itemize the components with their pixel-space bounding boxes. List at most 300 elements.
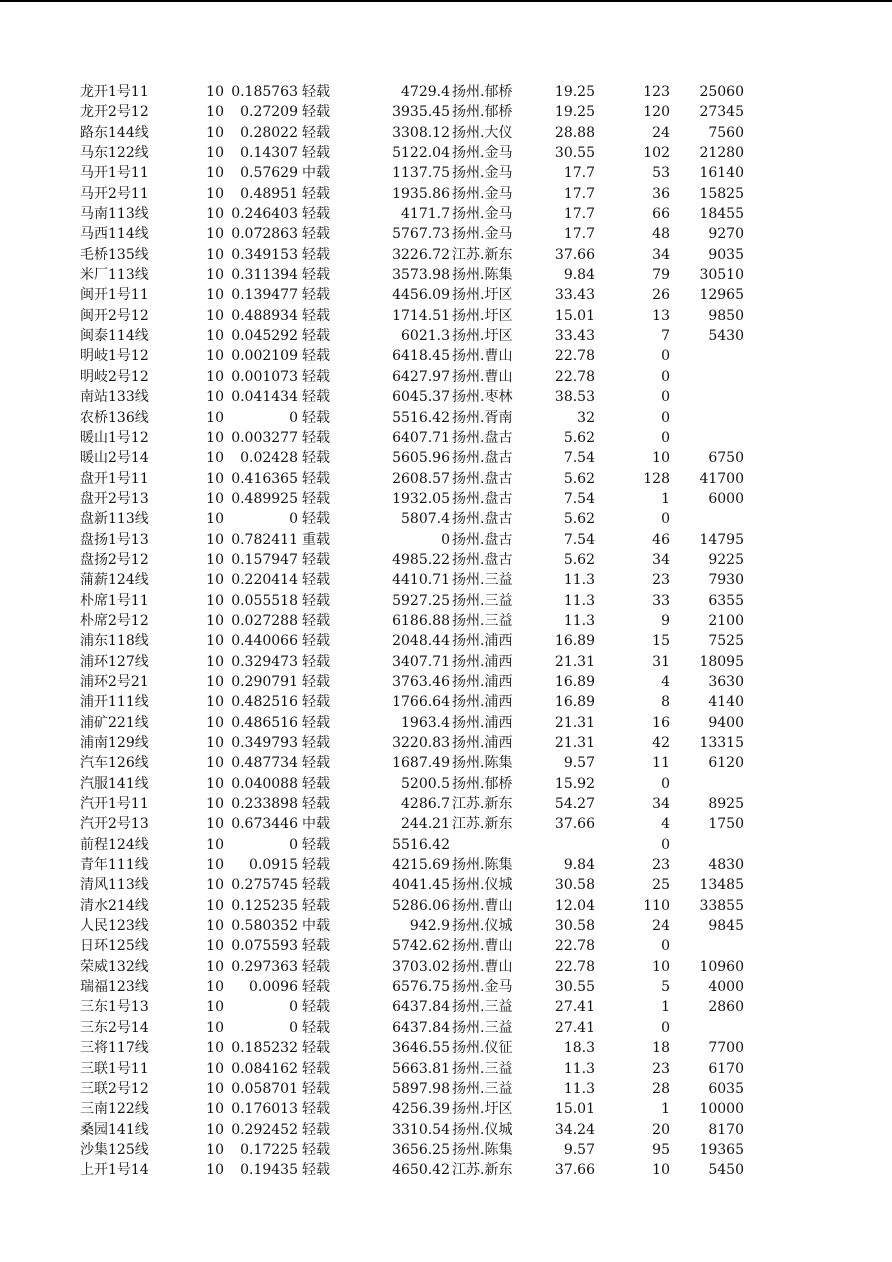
- voltage-cell: 10: [206, 1019, 224, 1036]
- capacity-kva-cell: 5430: [708, 328, 744, 345]
- length-cell: 17.7: [563, 226, 595, 243]
- remaining-capacity-cell: 5200.5: [401, 775, 450, 792]
- line-name-cell: 三将117线: [80, 1040, 149, 1057]
- line-name-cell: 马西114线: [80, 226, 149, 243]
- table-row: [0, 204, 892, 224]
- line-name-cell: 农桥136线: [80, 409, 149, 426]
- line-name-cell: 三东2号14: [80, 1019, 149, 1036]
- capacity-kva-cell: 15825: [699, 185, 744, 202]
- voltage-cell: 10: [206, 124, 224, 141]
- length-cell: 7.54: [563, 450, 595, 467]
- load-status-cell: 重载: [302, 531, 330, 548]
- voltage-cell: 10: [206, 551, 224, 568]
- load-status-cell: 轻载: [302, 1060, 330, 1077]
- capacity-kva-cell: 33855: [699, 897, 744, 914]
- area-cell: 扬州.胥南: [452, 409, 513, 426]
- transformer-count-cell: 0: [661, 368, 670, 385]
- table-row: [0, 1120, 892, 1140]
- area-cell: 扬州.盘古: [452, 531, 513, 548]
- length-cell: 9.84: [563, 267, 595, 284]
- load-status-cell: 轻载: [302, 938, 330, 955]
- line-name-cell: 人民123线: [80, 918, 149, 935]
- length-cell: 37.66: [554, 816, 595, 833]
- transformer-count-cell: 34: [652, 796, 670, 813]
- table-row: [0, 855, 892, 875]
- area-cell: 扬州.曹山: [452, 368, 513, 385]
- length-cell: 17.7: [563, 165, 595, 182]
- load-rate-cell: 0.28022: [240, 124, 298, 141]
- line-name-cell: 龙开2号12: [80, 104, 149, 121]
- line-name-cell: 朴席2号12: [80, 612, 149, 629]
- load-status-cell: 轻载: [302, 226, 330, 243]
- length-cell: 33.43: [554, 287, 595, 304]
- load-rate-cell: 0: [289, 1019, 298, 1036]
- length-cell: 11.3: [563, 1080, 595, 1097]
- table-row: [0, 245, 892, 265]
- load-status-cell: 轻载: [302, 958, 330, 975]
- remaining-capacity-cell: 3646.55: [392, 1040, 450, 1057]
- line-name-cell: 马开1号11: [80, 165, 149, 182]
- remaining-capacity-cell: 3703.02: [392, 958, 450, 975]
- line-name-cell: 浦环2号21: [80, 673, 149, 690]
- load-rate-cell: 0.292452: [231, 1121, 298, 1138]
- remaining-capacity-cell: 4729.4: [401, 84, 450, 100]
- remaining-capacity-cell: 4041.45: [392, 877, 450, 894]
- transformer-count-cell: 79: [652, 267, 670, 284]
- remaining-capacity-cell: 6045.37: [392, 389, 450, 406]
- area-cell: 扬州.盘古: [452, 551, 513, 568]
- length-cell: 5.62: [563, 551, 595, 568]
- voltage-cell: 10: [206, 592, 224, 609]
- capacity-kva-cell: 7930: [708, 572, 744, 589]
- transformer-count-cell: 66: [652, 206, 670, 223]
- voltage-cell: 10: [206, 328, 224, 345]
- voltage-cell: 10: [206, 389, 224, 406]
- load-rate-cell: 0.48951: [240, 185, 298, 202]
- transformer-count-cell: 15: [652, 633, 670, 650]
- voltage-cell: 10: [206, 958, 224, 975]
- area-cell: 扬州.郁桥: [452, 84, 513, 100]
- voltage-cell: 10: [206, 897, 224, 914]
- capacity-kva-cell: 9035: [708, 246, 744, 263]
- area-cell: 扬州.曹山: [452, 897, 513, 914]
- load-rate-cell: 0: [289, 999, 298, 1016]
- transformer-count-cell: 0: [661, 511, 670, 528]
- capacity-kva-cell: 4830: [708, 857, 744, 874]
- capacity-kva-cell: 8170: [708, 1121, 744, 1138]
- area-cell: 扬州.浦西: [452, 694, 513, 711]
- load-rate-cell: 0.349793: [231, 735, 298, 751]
- capacity-kva-cell: 7525: [708, 633, 744, 650]
- capacity-kva-cell: 19365: [699, 1141, 744, 1158]
- transformer-count-cell: 10: [652, 958, 670, 975]
- voltage-cell: 10: [206, 816, 224, 833]
- load-rate-cell: 0.17225: [240, 1141, 298, 1158]
- table-row: [0, 1079, 892, 1099]
- table-row: [0, 713, 892, 733]
- area-cell: 扬州.三益: [452, 612, 513, 629]
- load-rate-cell: 0.055518: [231, 592, 298, 609]
- line-name-cell: 龙开1号11: [80, 84, 149, 100]
- voltage-cell: 10: [206, 775, 224, 792]
- transformer-count-cell: 31: [652, 653, 670, 670]
- load-status-cell: 轻载: [302, 714, 330, 731]
- capacity-kva-cell: 21280: [699, 145, 744, 162]
- transformer-count-cell: 33: [652, 592, 670, 609]
- voltage-cell: 10: [206, 796, 224, 813]
- load-status-cell: 轻载: [302, 307, 330, 324]
- length-cell: 22.78: [554, 368, 595, 385]
- load-status-cell: 轻载: [302, 409, 330, 426]
- transformer-count-cell: 110: [643, 897, 670, 914]
- load-status-cell: 轻载: [302, 1141, 330, 1158]
- load-rate-cell: 0.220414: [231, 572, 298, 589]
- load-status-cell: 轻载: [302, 185, 330, 202]
- length-cell: 9.57: [563, 755, 595, 772]
- line-name-cell: 毛桥135线: [80, 246, 149, 263]
- load-status-cell: 轻载: [302, 490, 330, 507]
- voltage-cell: 10: [206, 104, 224, 121]
- load-status-cell: 轻载: [302, 389, 330, 406]
- load-status-cell: 轻载: [302, 836, 330, 853]
- table-row: [0, 652, 892, 672]
- transformer-count-cell: 7: [661, 328, 670, 345]
- capacity-kva-cell: 10000: [699, 1101, 744, 1118]
- area-cell: 扬州.陈集: [452, 1141, 513, 1158]
- capacity-kva-cell: 13485: [699, 877, 744, 894]
- transformer-count-cell: 20: [652, 1121, 670, 1138]
- load-rate-cell: 0.329473: [231, 653, 298, 670]
- area-cell: 扬州.浦西: [452, 673, 513, 690]
- remaining-capacity-cell: 2608.57: [392, 470, 450, 487]
- load-status-cell: 轻载: [302, 979, 330, 996]
- transformer-count-cell: 36: [652, 185, 670, 202]
- capacity-kva-cell: 7560: [708, 124, 744, 141]
- capacity-kva-cell: 9850: [708, 307, 744, 324]
- table-row: [0, 550, 892, 570]
- table-row: [0, 306, 892, 326]
- load-status-cell: 轻载: [302, 84, 330, 100]
- line-name-cell: 汽开1号11: [80, 796, 149, 813]
- transformer-count-cell: 1: [661, 1101, 670, 1118]
- remaining-capacity-cell: 1714.51: [392, 307, 450, 324]
- load-rate-cell: 0.02428: [240, 450, 298, 467]
- transformer-count-cell: 16: [652, 714, 670, 731]
- line-name-cell: 盘扬1号13: [80, 531, 149, 548]
- transformer-count-cell: 0: [661, 775, 670, 792]
- length-cell: 22.78: [554, 958, 595, 975]
- transformer-count-cell: 0: [661, 389, 670, 406]
- area-cell: 扬州.浦西: [452, 735, 513, 751]
- remaining-capacity-cell: 6427.97: [392, 368, 450, 385]
- voltage-cell: 10: [206, 226, 224, 243]
- voltage-cell: 10: [206, 694, 224, 711]
- table-row: [0, 408, 892, 428]
- transformer-count-cell: 28: [652, 1080, 670, 1097]
- capacity-kva-cell: 6355: [708, 592, 744, 609]
- length-cell: 18.3: [563, 1040, 595, 1057]
- line-name-cell: 沙集125线: [80, 1141, 149, 1158]
- area-cell: 扬州.陈集: [452, 857, 513, 874]
- capacity-kva-cell: 14795: [699, 531, 744, 548]
- table-row: [0, 163, 892, 183]
- capacity-kva-cell: 7700: [708, 1040, 744, 1057]
- load-status-cell: 轻载: [302, 999, 330, 1016]
- load-rate-cell: 0.045292: [231, 328, 298, 345]
- transformer-count-cell: 53: [652, 165, 670, 182]
- length-cell: 19.25: [554, 104, 595, 121]
- area-cell: 江苏.新东: [452, 796, 513, 813]
- transformer-count-cell: 0: [661, 836, 670, 853]
- area-cell: 扬州.大仪: [452, 124, 513, 141]
- transformer-count-cell: 0: [661, 1019, 670, 1036]
- table-row: [0, 570, 892, 590]
- length-cell: 30.58: [554, 877, 595, 894]
- load-status-cell: 轻载: [302, 633, 330, 650]
- load-rate-cell: 0.57629: [240, 165, 298, 182]
- length-cell: 37.66: [554, 246, 595, 263]
- table-row: [0, 631, 892, 651]
- voltage-cell: 10: [206, 999, 224, 1016]
- area-cell: 扬州.三益: [452, 1080, 513, 1097]
- voltage-cell: 10: [206, 1060, 224, 1077]
- area-cell: 扬州.枣林: [452, 389, 513, 406]
- load-status-cell: 轻载: [302, 429, 330, 446]
- line-name-cell: 明岐1号12: [80, 348, 149, 365]
- remaining-capacity-cell: 4410.71: [392, 572, 450, 589]
- load-rate-cell: 0.0915: [249, 857, 298, 874]
- table-row: [0, 733, 892, 753]
- line-name-cell: 南站133线: [80, 389, 149, 406]
- area-cell: 扬州.金马: [452, 226, 513, 243]
- load-rate-cell: 0.275745: [231, 877, 298, 894]
- capacity-kva-cell: 18455: [699, 206, 744, 223]
- length-cell: 9.84: [563, 857, 595, 874]
- remaining-capacity-cell: 1935.86: [392, 185, 450, 202]
- length-cell: 21.31: [554, 714, 595, 731]
- transformer-count-cell: 128: [643, 470, 670, 487]
- table-row: [0, 753, 892, 773]
- load-rate-cell: 0.297363: [231, 958, 298, 975]
- load-rate-cell: 0.125235: [231, 897, 298, 914]
- area-cell: 江苏.新东: [452, 816, 513, 833]
- length-cell: 28.88: [554, 124, 595, 141]
- voltage-cell: 10: [206, 1121, 224, 1138]
- transformer-count-cell: 46: [652, 531, 670, 548]
- line-name-cell: 闽泰114线: [80, 328, 149, 345]
- line-name-cell: 汽车126线: [80, 755, 149, 772]
- load-rate-cell: 0.290791: [231, 673, 298, 690]
- load-rate-cell: 0.486516: [231, 714, 298, 731]
- load-status-cell: 中载: [302, 165, 330, 182]
- length-cell: 21.31: [554, 735, 595, 751]
- table-row: [0, 143, 892, 163]
- transformer-count-cell: 0: [661, 348, 670, 365]
- transformer-count-cell: 18: [652, 1040, 670, 1057]
- load-rate-cell: 0.001073: [231, 368, 298, 385]
- remaining-capacity-cell: 5286.06: [392, 897, 450, 914]
- line-name-cell: 盘开2号13: [80, 490, 149, 507]
- table-row: [0, 184, 892, 204]
- load-rate-cell: 0.027288: [231, 612, 298, 629]
- remaining-capacity-cell: 5122.04: [392, 145, 450, 162]
- load-status-cell: 轻载: [302, 755, 330, 772]
- load-rate-cell: 0.416365: [231, 470, 298, 487]
- load-status-cell: 中载: [302, 918, 330, 935]
- transformer-count-cell: 120: [643, 104, 670, 121]
- line-name-cell: 清水214线: [80, 897, 149, 914]
- load-status-cell: 轻载: [302, 673, 330, 690]
- line-name-cell: 浦矿221线: [80, 714, 149, 731]
- remaining-capacity-cell: 5663.81: [392, 1060, 450, 1077]
- remaining-capacity-cell: 1687.49: [392, 755, 450, 772]
- length-cell: 17.7: [563, 206, 595, 223]
- load-status-cell: 中载: [302, 816, 330, 833]
- length-cell: 15.01: [554, 307, 595, 324]
- table-row: [0, 1160, 892, 1180]
- transformer-count-cell: 48: [652, 226, 670, 243]
- load-status-cell: 轻载: [302, 287, 330, 304]
- remaining-capacity-cell: 6576.75: [392, 979, 450, 996]
- line-name-cell: 三东1号13: [80, 999, 149, 1016]
- remaining-capacity-cell: 3573.98: [392, 267, 450, 284]
- length-cell: 19.25: [554, 84, 595, 100]
- capacity-kva-cell: 9845: [708, 918, 744, 935]
- length-cell: 16.89: [554, 673, 595, 690]
- line-name-cell: 闽开1号11: [80, 287, 149, 304]
- line-name-cell: 浦南129线: [80, 735, 149, 751]
- capacity-kva-cell: 27345: [699, 104, 744, 121]
- area-cell: 扬州.金马: [452, 165, 513, 182]
- capacity-kva-cell: 9400: [708, 714, 744, 731]
- transformer-count-cell: 34: [652, 551, 670, 568]
- area-cell: 扬州.浦西: [452, 714, 513, 731]
- load-rate-cell: 0.0096: [249, 979, 298, 996]
- load-rate-cell: 0.139477: [231, 287, 298, 304]
- remaining-capacity-cell: 4456.09: [392, 287, 450, 304]
- area-cell: 扬州.浦西: [452, 653, 513, 670]
- remaining-capacity-cell: 244.21: [401, 816, 450, 833]
- length-cell: 27.41: [554, 999, 595, 1016]
- transformer-count-cell: 123: [643, 84, 670, 100]
- table-row: [0, 82, 892, 102]
- voltage-cell: 10: [206, 470, 224, 487]
- area-cell: 扬州.三益: [452, 1060, 513, 1077]
- voltage-cell: 10: [206, 755, 224, 772]
- transformer-count-cell: 11: [652, 755, 670, 772]
- load-rate-cell: 0: [289, 511, 298, 528]
- transformer-count-cell: 23: [652, 857, 670, 874]
- capacity-kva-cell: 6120: [708, 755, 744, 772]
- area-cell: 扬州.浦西: [452, 633, 513, 650]
- transformer-count-cell: 102: [643, 145, 670, 162]
- voltage-cell: 10: [206, 145, 224, 162]
- capacity-kva-cell: 6750: [708, 450, 744, 467]
- line-name-cell: 瑞福123线: [80, 979, 149, 996]
- table-row: [0, 794, 892, 814]
- voltage-cell: 10: [206, 979, 224, 996]
- area-cell: 扬州.陈集: [452, 267, 513, 284]
- load-status-cell: 轻载: [302, 877, 330, 894]
- remaining-capacity-cell: 4985.22: [392, 551, 450, 568]
- capacity-kva-cell: 13315: [699, 735, 744, 751]
- remaining-capacity-cell: 942.9: [409, 918, 450, 935]
- load-rate-cell: 0: [289, 836, 298, 853]
- area-cell: 扬州.圩区: [452, 287, 513, 304]
- area-cell: 扬州.盘古: [452, 490, 513, 507]
- remaining-capacity-cell: 6407.71: [392, 429, 450, 446]
- length-cell: 30.58: [554, 918, 595, 935]
- load-rate-cell: 0.19435: [240, 1162, 298, 1179]
- transformer-count-cell: 13: [652, 307, 670, 324]
- voltage-cell: 10: [206, 1040, 224, 1057]
- load-status-cell: 轻载: [302, 470, 330, 487]
- table-row: [0, 591, 892, 611]
- length-cell: 27.41: [554, 1019, 595, 1036]
- load-status-cell: 轻载: [302, 857, 330, 874]
- load-status-cell: 轻载: [302, 450, 330, 467]
- area-cell: 扬州.郁桥: [452, 104, 513, 121]
- area-cell: 扬州.金马: [452, 185, 513, 202]
- line-name-cell: 浦环127线: [80, 653, 149, 670]
- voltage-cell: 10: [206, 857, 224, 874]
- load-status-cell: 轻载: [302, 124, 330, 141]
- line-name-cell: 桑园141线: [80, 1121, 149, 1138]
- transformer-count-cell: 8: [661, 694, 670, 711]
- length-cell: 11.3: [563, 612, 595, 629]
- area-cell: 扬州.曹山: [452, 348, 513, 365]
- table-row: [0, 123, 892, 143]
- area-cell: 扬州.仪城: [452, 1121, 513, 1138]
- voltage-cell: 10: [206, 511, 224, 528]
- line-name-cell: 暖山2号14: [80, 450, 149, 467]
- capacity-kva-cell: 8925: [708, 796, 744, 813]
- transformer-count-cell: 25: [652, 877, 670, 894]
- area-cell: 扬州.盘古: [452, 470, 513, 487]
- load-rate-cell: 0.157947: [231, 551, 298, 568]
- remaining-capacity-cell: 1963.4: [401, 714, 450, 731]
- length-cell: 12.04: [554, 897, 595, 914]
- length-cell: 5.62: [563, 470, 595, 487]
- length-cell: 9.57: [563, 1141, 595, 1158]
- voltage-cell: 10: [206, 1141, 224, 1158]
- load-rate-cell: 0.233898: [231, 796, 298, 813]
- load-rate-cell: 0.311394: [231, 267, 298, 284]
- line-name-cell: 浦东118线: [80, 633, 149, 650]
- voltage-cell: 10: [206, 531, 224, 548]
- load-rate-cell: 0.482516: [231, 694, 298, 711]
- table-row: [0, 957, 892, 977]
- remaining-capacity-cell: 5516.42: [392, 836, 450, 853]
- load-status-cell: 轻载: [302, 653, 330, 670]
- load-rate-cell: 0.058701: [231, 1080, 298, 1097]
- voltage-cell: 10: [206, 84, 224, 100]
- line-name-cell: 青年111线: [80, 857, 149, 874]
- voltage-cell: 10: [206, 877, 224, 894]
- line-name-cell: 三南122线: [80, 1101, 149, 1118]
- remaining-capacity-cell: 3226.72: [392, 246, 450, 263]
- table-row: [0, 469, 892, 489]
- transformer-count-cell: 0: [661, 938, 670, 955]
- transformer-count-cell: 42: [652, 735, 670, 751]
- line-name-cell: 前程124线: [80, 836, 149, 853]
- load-rate-cell: 0.003277: [231, 429, 298, 446]
- table-row: [0, 367, 892, 387]
- capacity-kva-cell: 18095: [699, 653, 744, 670]
- load-status-cell: 轻载: [302, 1101, 330, 1118]
- load-status-cell: 轻载: [302, 104, 330, 121]
- table-row: [0, 692, 892, 712]
